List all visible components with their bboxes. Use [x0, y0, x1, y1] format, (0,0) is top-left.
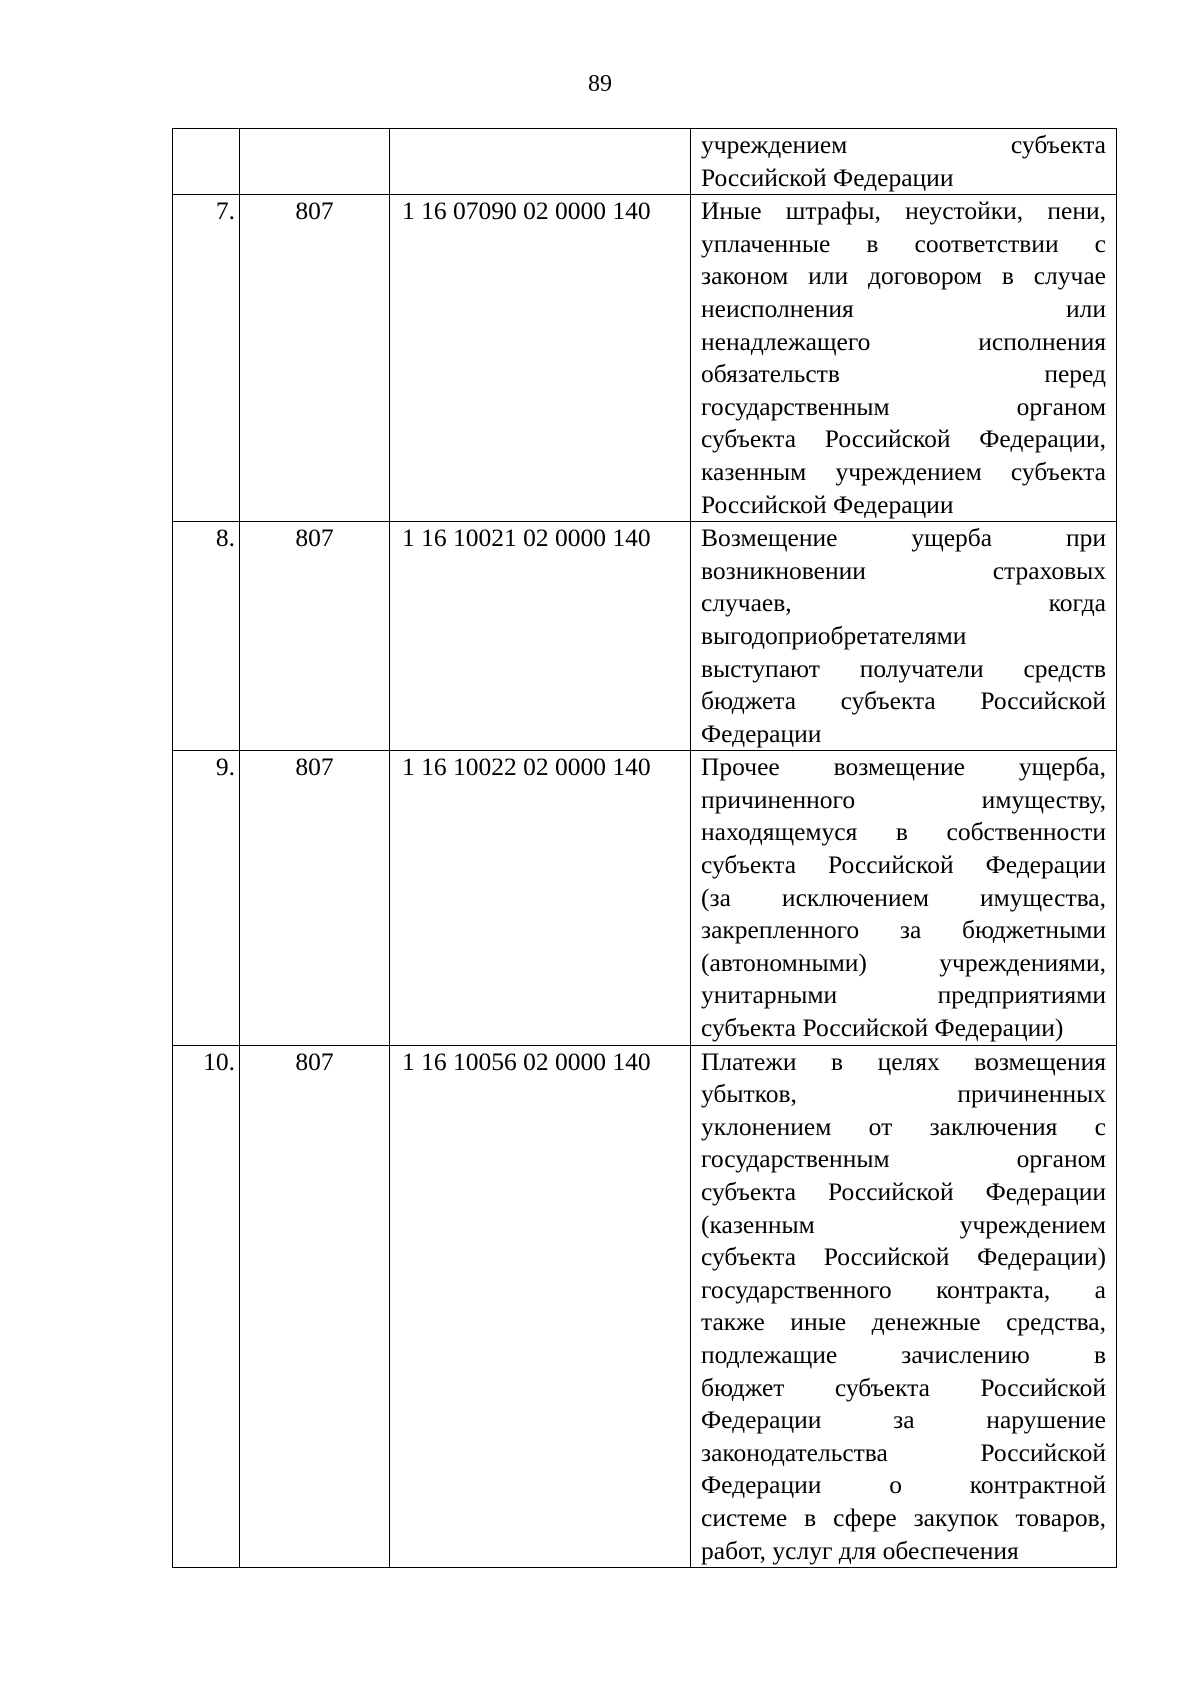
description-cell [691, 522, 1117, 751]
description-line: выгодоприобретателями [701, 620, 967, 650]
description-line: законодательства Российской [701, 1437, 1106, 1467]
admin-code-cell: 807 [240, 1045, 390, 1568]
row-number-cell: 10. [173, 1045, 240, 1568]
description-line: подлежащие зачислению в [701, 1339, 1106, 1369]
row-number-cell: 7. [173, 195, 240, 522]
description-line: случаев, когда [701, 588, 1106, 618]
description-cell [691, 1045, 1117, 1568]
description-line: Федерации [701, 718, 822, 748]
description-line: (за исключением имущества, [701, 882, 1106, 912]
description-line: государственным органом [701, 1144, 1106, 1174]
page-number: 89 [588, 71, 612, 97]
description-line: Платежи в целях возмещения [701, 1046, 1106, 1076]
row-number-cell [173, 129, 240, 195]
description-line: субъекта Российской Федерации) [701, 1242, 1106, 1272]
description-line: находящемуся в собственности [701, 817, 1106, 847]
description-line: неисполнения или [701, 293, 1106, 323]
description-line: унитарными предприятиями [701, 980, 1106, 1010]
budget-code-cell: 1 16 10021 02 0000 140 [390, 522, 691, 751]
description-line: причиненного имуществу, [701, 784, 1106, 814]
description-line: (казенным учреждением [701, 1209, 1106, 1239]
table-body [173, 129, 1117, 1568]
description-line: государственным органом [701, 391, 1106, 421]
description-line: Российской Федерации [701, 162, 954, 192]
description-line: законом или договором в случае [701, 261, 1106, 291]
description-line: обязательств перед [701, 359, 1106, 389]
description-line: убытков, причиненных [701, 1079, 1106, 1109]
description-line: уклонением от заключения с [701, 1111, 1106, 1141]
budget-code-cell: 1 16 10056 02 0000 140 [390, 1045, 691, 1568]
description-line: Иные штрафы, неустойки, пени, [701, 196, 1106, 226]
table-row [173, 195, 1117, 522]
budget-code-cell: 1 16 10022 02 0000 140 [390, 751, 691, 1045]
description-line: уплаченные в соответствии с [701, 228, 1106, 258]
description-cell [691, 195, 1117, 522]
description-line: бюджета субъекта Российской [701, 686, 1106, 716]
description-line: (автономными) учреждениями, [701, 947, 1106, 977]
description-line: субъекта Российской Федерации [701, 850, 1106, 880]
table-row [173, 522, 1117, 751]
admin-code-cell [240, 129, 390, 195]
admin-code-cell: 807 [240, 522, 390, 751]
description-cell [691, 751, 1117, 1045]
budget-code-cell [390, 129, 691, 195]
admin-code-cell: 807 [240, 751, 390, 1045]
description-line: Федерации за нарушение [701, 1405, 1106, 1435]
description-line: субъекта Российской Федерации) [701, 1013, 1064, 1043]
description-line: бюджет субъекта Российской [701, 1372, 1106, 1402]
row-number-cell: 8. [173, 522, 240, 751]
description-line: работ, услуг для обеспечения [701, 1535, 1019, 1565]
table-row [173, 751, 1117, 1045]
budget-codes-table [172, 128, 1117, 1568]
budget-code-cell: 1 16 07090 02 0000 140 [390, 195, 691, 522]
description-line: Возмещение ущерба при [701, 523, 1106, 553]
row-number-cell: 9. [173, 751, 240, 1045]
admin-code-cell: 807 [240, 195, 390, 522]
description-line: субъекта Российской Федерации [701, 1177, 1106, 1206]
description-line: выступают получатели средств [701, 653, 1106, 683]
description-line: возникновении страховых [701, 555, 1106, 585]
description-cell [691, 129, 1117, 195]
table-row [173, 129, 1117, 195]
description-line: учреждением субъекта [701, 130, 1106, 159]
description-line: Федерации о контрактной [701, 1470, 1106, 1500]
description-line: Прочее возмещение ущерба, [701, 752, 1106, 782]
description-line: субъекта Российской Федерации, [701, 424, 1106, 454]
description-line: государственного контракта, а [701, 1274, 1106, 1304]
description-line: также иные денежные средства, [701, 1307, 1106, 1337]
description-line: ненадлежащего исполнения [701, 326, 1106, 356]
description-line: казенным учреждением субъекта [701, 456, 1106, 486]
description-line: системе в сфере закупок товаров, [701, 1502, 1106, 1532]
description-line: Российской Федерации [701, 489, 954, 519]
description-line: закрепленного за бюджетными [701, 915, 1106, 945]
table-row [173, 1045, 1117, 1568]
